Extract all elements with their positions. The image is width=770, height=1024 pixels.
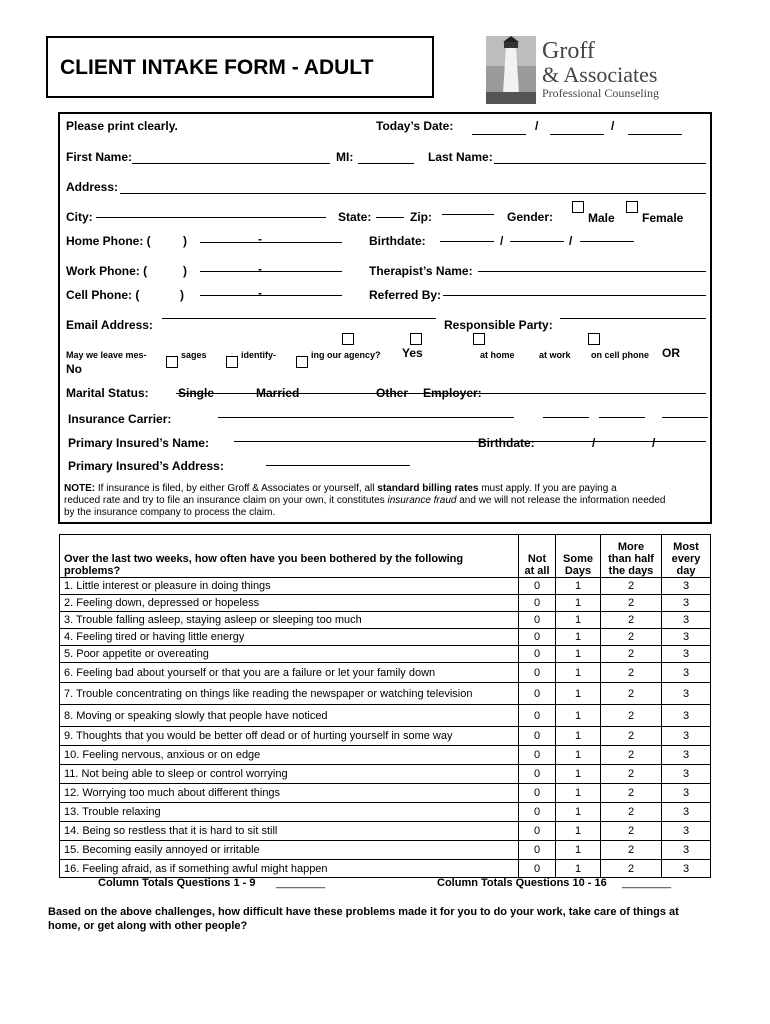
score-option[interactable]: 3: [662, 595, 711, 612]
note-emphasis: standard billing rates: [377, 483, 479, 494]
col-header-line: at all: [524, 565, 550, 577]
state-label: State:: [338, 210, 372, 224]
score-option[interactable]: 3: [662, 629, 711, 646]
note-label: NOTE:: [64, 483, 96, 494]
symptom-text: 16. Feeling afraid, as if something awful might happen: [60, 860, 519, 878]
table-row: [60, 629, 711, 646]
score-option[interactable]: 3: [662, 646, 711, 663]
note-line-3: by the insurance company to process the claim.: [64, 507, 276, 518]
title-box: [46, 36, 434, 98]
score-option[interactable]: 2: [601, 663, 662, 683]
lighthouse-icon: [486, 36, 536, 104]
question-header: Over the last two weeks, how often have you been bothered by the following problems?: [60, 535, 519, 578]
cell-phone-field[interactable]: [200, 295, 342, 296]
score-option[interactable]: 3: [662, 841, 711, 860]
msg-checkbox[interactable]: [588, 333, 600, 345]
score-option[interactable]: 0: [519, 595, 556, 612]
insurance-field-c[interactable]: [662, 417, 708, 418]
birthdate-label: Birthdate:: [369, 234, 426, 248]
col-header-line: every: [671, 553, 701, 565]
score-option[interactable]: 1: [556, 727, 601, 746]
note-text: reduced rate and try to file an insurance claim on your own, it constitutes: [64, 495, 385, 506]
responsible-label: Responsible Party:: [444, 318, 553, 332]
table-row: [60, 822, 711, 841]
note-text: must apply. If you are paying a: [481, 483, 617, 494]
note-line-2: [64, 495, 665, 506]
at-home-label: at home: [480, 350, 515, 360]
primary-insured-name-field[interactable]: [234, 441, 706, 442]
first-name-label: First Name:: [66, 150, 133, 164]
totals-1-label: Column Totals Questions 1 - 9: [98, 877, 256, 889]
score-option[interactable]: 2: [601, 683, 662, 705]
symptom-text: 12. Worrying too much about different things: [60, 784, 519, 803]
score-option[interactable]: 0: [519, 860, 556, 878]
marital-employer-line[interactable]: [176, 393, 706, 394]
totals-2-label: Column Totals Questions 10 - 16: [437, 877, 607, 889]
phone-dash: -: [258, 262, 262, 276]
col-header-line: Days: [564, 565, 592, 577]
col-header-line: Some: [563, 553, 593, 565]
married-option[interactable]: Married: [256, 386, 300, 400]
score-option[interactable]: 1: [556, 683, 601, 705]
birth-year-field[interactable]: [580, 241, 634, 242]
home-phone-label: Home Phone: (: [66, 234, 151, 248]
or-label: OR: [662, 346, 680, 360]
last-name-field[interactable]: [494, 163, 706, 164]
note-text: If insurance is filed, by either Groff & Associates or yourself, all: [97, 483, 375, 494]
table-row: [60, 727, 711, 746]
msg-checkbox[interactable]: [166, 356, 178, 368]
note-text: and we will not release the information needed: [459, 495, 666, 506]
totals-1-field[interactable]: ________: [276, 877, 325, 889]
birth-month-field[interactable]: [440, 241, 494, 242]
score-option[interactable]: 0: [519, 629, 556, 646]
at-work-label: at work: [539, 350, 571, 360]
score-option[interactable]: 0: [519, 705, 556, 727]
msg-checkbox[interactable]: [473, 333, 485, 345]
marital-label: Marital Status:: [66, 386, 149, 400]
email-field[interactable]: [162, 318, 436, 319]
score-option[interactable]: 3: [662, 727, 711, 746]
score-option[interactable]: 0: [519, 841, 556, 860]
msg-checkbox[interactable]: [226, 356, 238, 368]
primary-birth-slash: /: [592, 436, 596, 450]
yes-label: Yes: [402, 346, 423, 360]
leave-msg-text: identify-: [241, 350, 276, 360]
score-option[interactable]: 3: [662, 765, 711, 784]
phone-dash: -: [258, 286, 262, 300]
city-field[interactable]: [96, 217, 326, 218]
score-option[interactable]: 0: [519, 646, 556, 663]
col-not-header: [519, 535, 556, 578]
primary-insured-address-field[interactable]: [266, 465, 410, 466]
date-day-field[interactable]: [550, 134, 604, 135]
todays-date-label: Today’s Date:: [376, 119, 454, 133]
score-option[interactable]: 3: [662, 746, 711, 765]
score-option[interactable]: 2: [601, 612, 662, 629]
score-option[interactable]: 2: [601, 646, 662, 663]
paren-close: ): [183, 264, 187, 278]
score-option[interactable]: 2: [601, 727, 662, 746]
email-label: Email Address:: [66, 318, 153, 332]
table-row: [60, 784, 711, 803]
zip-label: Zip:: [410, 210, 432, 224]
birth-day-field[interactable]: [510, 241, 564, 242]
primary-birthdate-label: Birthdate:: [478, 436, 535, 450]
table-row: [60, 683, 711, 705]
table-row: [60, 612, 711, 629]
symptom-text: 7. Trouble concentrating on things like reading the newspaper or watching television: [60, 683, 519, 705]
score-option[interactable]: 1: [556, 841, 601, 860]
symptom-table: [59, 534, 711, 878]
score-option[interactable]: 3: [662, 683, 711, 705]
score-option[interactable]: 3: [662, 860, 711, 878]
score-option[interactable]: 2: [601, 578, 662, 595]
table-row: [60, 803, 711, 822]
address-label: Address:: [66, 180, 119, 194]
symptom-text: 4. Feeling tired or having little energy: [60, 629, 519, 646]
col-header-line: day: [676, 565, 696, 577]
score-option[interactable]: 1: [556, 803, 601, 822]
responsible-field[interactable]: [560, 318, 706, 319]
address-field[interactable]: [120, 193, 706, 194]
logo: [486, 36, 686, 106]
score-option[interactable]: 2: [601, 860, 662, 878]
leave-msg-text: ing our agency?: [311, 350, 381, 360]
logo-name: Groff: [542, 38, 595, 64]
symptom-text: 6. Feeling bad about yourself or that you are a failure or let your family down: [60, 663, 519, 683]
birth-slash: /: [569, 234, 573, 248]
other-option[interactable]: Other: [376, 386, 409, 400]
birth-slash: /: [500, 234, 504, 248]
table-row: [60, 705, 711, 727]
score-option[interactable]: 1: [556, 860, 601, 878]
score-option[interactable]: 2: [601, 595, 662, 612]
score-option[interactable]: 2: [601, 765, 662, 784]
insurance-carrier-label: Insurance Carrier:: [68, 412, 172, 426]
col-most-header: [662, 535, 711, 578]
male-checkbox[interactable]: [572, 201, 584, 213]
score-option[interactable]: 0: [519, 803, 556, 822]
score-option[interactable]: 3: [662, 612, 711, 629]
score-option[interactable]: 0: [519, 612, 556, 629]
table-row: [60, 860, 711, 878]
leave-msg-text: sages: [181, 350, 207, 360]
paren-close: ): [183, 234, 187, 248]
paren-close: ): [180, 288, 184, 302]
challenge-question: Based on the above challenges, how difficult have these problems made it for you to do your work, take care of things at home, or get along with other people?: [48, 906, 679, 932]
score-option[interactable]: 1: [556, 629, 601, 646]
score-option[interactable]: 0: [519, 746, 556, 765]
score-option[interactable]: 1: [556, 578, 601, 595]
score-option[interactable]: 2: [601, 784, 662, 803]
score-option[interactable]: 1: [556, 784, 601, 803]
score-option[interactable]: 1: [556, 765, 601, 784]
city-label: City:: [66, 210, 93, 224]
last-name-label: Last Name:: [428, 150, 493, 164]
score-option[interactable]: 2: [601, 803, 662, 822]
symptom-text: 3. Trouble falling asleep, staying asleep or sleeping too much: [60, 612, 519, 629]
note-line-1: [64, 483, 617, 494]
date-slash: /: [535, 119, 539, 133]
score-option[interactable]: 2: [601, 746, 662, 765]
on-cell-label: on cell phone: [591, 350, 650, 360]
score-option[interactable]: 1: [556, 746, 601, 765]
therapist-label: Therapist’s Name:: [369, 264, 473, 278]
score-option[interactable]: 0: [519, 765, 556, 784]
score-option[interactable]: 1: [556, 612, 601, 629]
male-label: Male: [588, 211, 615, 225]
date-slash: /: [611, 119, 615, 133]
therapist-field[interactable]: [478, 271, 706, 272]
score-option[interactable]: 2: [601, 841, 662, 860]
symptom-text: 9. Thoughts that you would be better off dead or of hurting yourself in some way: [60, 727, 519, 746]
primary-insured-address-label: Primary Insured’s Address:: [68, 459, 224, 473]
date-year-field[interactable]: [628, 134, 682, 135]
mi-label: MI:: [336, 150, 354, 164]
cell-phone-label: Cell Phone: (: [66, 288, 140, 302]
insurance-field-a[interactable]: [543, 417, 589, 418]
score-option[interactable]: 2: [601, 822, 662, 841]
referred-field[interactable]: [443, 295, 706, 296]
home-phone-field[interactable]: [200, 242, 342, 243]
col-header-line: the days: [608, 565, 654, 577]
symptom-text: 8. Moving or speaking slowly that people have noticed: [60, 705, 519, 727]
mi-field[interactable]: [358, 163, 414, 164]
score-option[interactable]: 3: [662, 803, 711, 822]
col-header-line: Most: [673, 541, 699, 553]
symptom-text: 13. Trouble relaxing: [60, 803, 519, 822]
insurance-field-b[interactable]: [599, 417, 645, 418]
score-option[interactable]: 2: [601, 705, 662, 727]
primary-birth-slash: /: [652, 436, 656, 450]
table-row: [60, 663, 711, 683]
symptom-text: 2. Feeling down, depressed or hopeless: [60, 595, 519, 612]
score-option[interactable]: 2: [601, 629, 662, 646]
col-more-header: [601, 535, 662, 578]
table-row: [60, 841, 711, 860]
insurance-carrier-field[interactable]: [218, 417, 514, 418]
primary-insured-name-label: Primary Insured’s Name:: [68, 436, 209, 450]
gender-label: Gender:: [507, 210, 554, 224]
col-header-line: Not: [527, 553, 547, 565]
score-option[interactable]: 3: [662, 705, 711, 727]
score-option[interactable]: 0: [519, 578, 556, 595]
score-option[interactable]: 1: [556, 595, 601, 612]
col-header-line: than half: [608, 553, 654, 565]
print-clearly: Please print clearly.: [66, 119, 178, 133]
table-row: [60, 595, 711, 612]
table-header-row: [60, 535, 711, 578]
score-option[interactable]: 3: [662, 578, 711, 595]
score-option[interactable]: 1: [556, 646, 601, 663]
symptom-text: 15. Becoming easily annoyed or irritable: [60, 841, 519, 860]
referred-label: Referred By:: [369, 288, 442, 302]
score-option[interactable]: 3: [662, 822, 711, 841]
score-option[interactable]: 0: [519, 663, 556, 683]
score-option[interactable]: 0: [519, 683, 556, 705]
symptom-text: 5. Poor appetite or overeating: [60, 646, 519, 663]
logo-sub1: & Associates: [542, 62, 658, 87]
table-row: [60, 765, 711, 784]
totals-2-field[interactable]: ________: [622, 877, 671, 889]
single-option[interactable]: Single: [178, 386, 215, 400]
symptom-text: 11. Not being able to sleep or control worrying: [60, 765, 519, 784]
symptom-text: 14. Being so restless that it is hard to sit still: [60, 822, 519, 841]
table-row: [60, 578, 711, 595]
state-field[interactable]: [376, 217, 404, 218]
note-emphasis: insurance fraud: [387, 495, 457, 506]
col-some-header: [556, 535, 601, 578]
leave-msg-text: May we leave mes-: [66, 350, 147, 360]
score-option[interactable]: 3: [662, 663, 711, 683]
msg-checkbox[interactable]: [410, 333, 422, 345]
score-option[interactable]: 1: [556, 663, 601, 683]
score-option[interactable]: 3: [662, 784, 711, 803]
score-option[interactable]: 0: [519, 727, 556, 746]
female-label: Female: [642, 211, 684, 225]
phone-dash: -: [258, 232, 262, 246]
col-header-line: More: [617, 541, 645, 553]
employer-label: Employer:: [423, 386, 482, 400]
msg-checkbox[interactable]: [342, 333, 354, 345]
logo-sub2: Professional Counseling: [542, 86, 659, 100]
msg-checkbox[interactable]: [296, 356, 308, 368]
zip-field[interactable]: [442, 214, 494, 215]
score-option[interactable]: 1: [556, 822, 601, 841]
work-phone-field[interactable]: [200, 271, 342, 272]
score-option[interactable]: 0: [519, 784, 556, 803]
form-title: CLIENT INTAKE FORM - ADULT: [60, 56, 374, 79]
table-row: [60, 746, 711, 765]
symptom-text: 10. Feeling nervous, anxious or on edge: [60, 746, 519, 765]
first-name-field[interactable]: [132, 163, 330, 164]
table-row: [60, 646, 711, 663]
symptom-rows: [60, 578, 711, 878]
work-phone-label: Work Phone: (: [66, 264, 148, 278]
female-checkbox[interactable]: [626, 201, 638, 213]
date-month-field[interactable]: [472, 134, 526, 135]
no-label: No: [66, 362, 82, 376]
score-option[interactable]: 1: [556, 705, 601, 727]
symptom-text: 1. Little interest or pleasure in doing things: [60, 578, 519, 595]
score-option[interactable]: 0: [519, 822, 556, 841]
